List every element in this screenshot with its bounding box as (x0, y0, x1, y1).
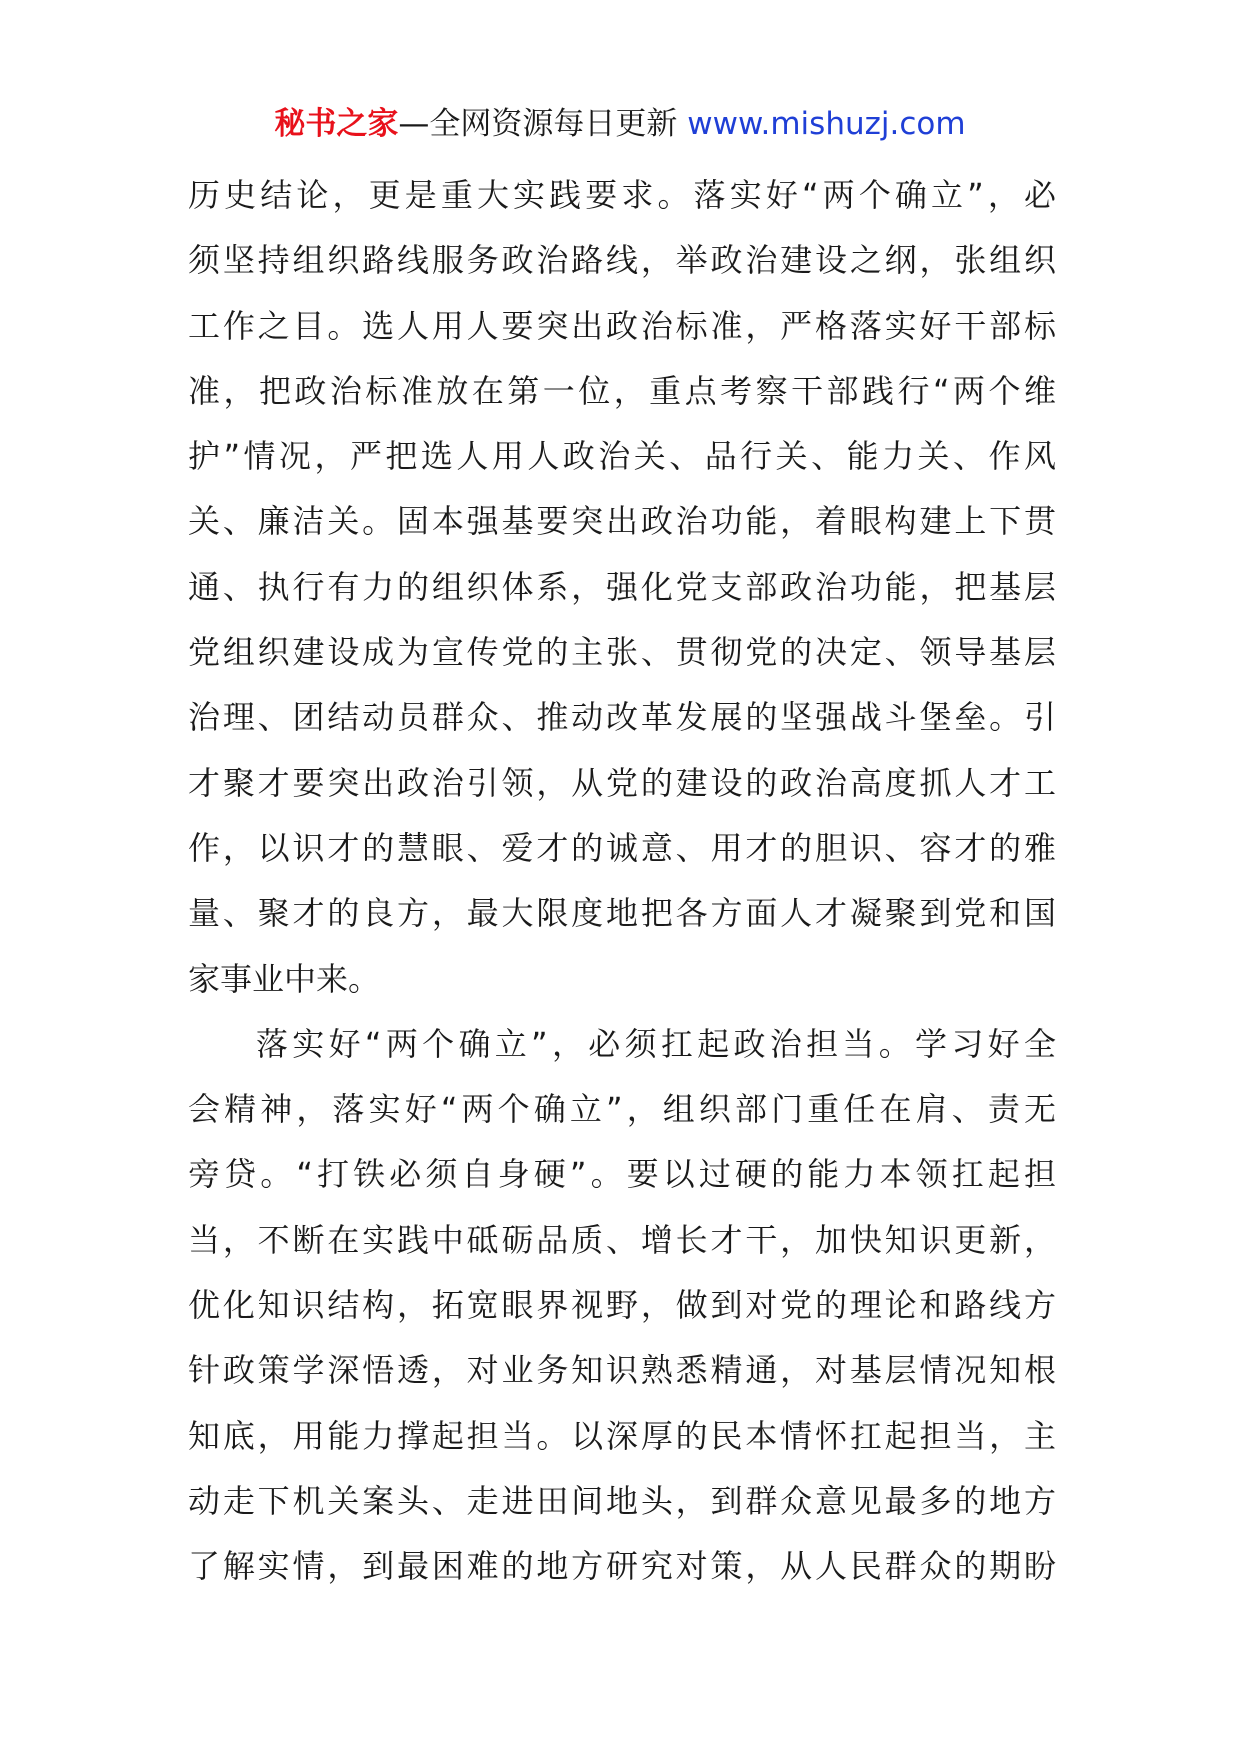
text-line: 动走下机关案头、走进田间地头，到群众意见最多的地方 (188, 1481, 1056, 1520)
text-line: 通、执行有力的组织体系，强化党支部政治功能，把基层 (188, 567, 1056, 606)
text-line: 当，不断在实践中砥砺品质、增长才干，加快知识更新， (188, 1220, 1056, 1259)
text-line: 会精神，落实好“两个确立”，组织部门重任在肩、责无 (188, 1090, 1056, 1129)
site-brand: 秘书之家 (274, 106, 399, 142)
site-tagline: —全网资源每日更新 (398, 106, 678, 142)
text-line: 护”情况，严把选人用人政治关、品行关、能力关、作风 (188, 437, 1056, 476)
site-header (0, 102, 1240, 146)
text-line: 才聚才要突出政治引领，从党的建设的政治高度抓人才工 (188, 763, 1056, 802)
text-line: 关、廉洁关。固本强基要突出政治功能，着眼构建上下贯 (188, 502, 1056, 541)
text-line: 作，以识才的慧眼、爱才的诚意、用才的胆识、容才的雅 (188, 828, 1056, 867)
text-line: 历史结论，更是重大实践要求。落实好“两个确立”，必 (188, 176, 1056, 214)
text-line: 党组织建设成为宣传党的主张、贯彻党的决定、领导基层 (188, 633, 1056, 672)
text-line: 了解实情，到最困难的地方研究对策，从人民群众的期盼 (188, 1547, 1056, 1586)
site-url[interactable]: www.mishuzj.com (687, 106, 966, 142)
text-line: 量、聚才的良方，最大限度地把各方面人才凝聚到党和国 (188, 894, 1056, 933)
document-body (188, 163, 1056, 1600)
text-line: 知底，用能力撑起担当。以深厚的民本情怀扛起担当，主 (188, 1416, 1056, 1455)
text-line: 须坚持组织路线服务政治路线，举政治建设之纲，张组织 (188, 241, 1056, 280)
text-line: 准，把政治标准放在第一位，重点考察干部践行“两个维 (188, 371, 1056, 410)
text-line-paragraph-end: 家事业中来。 (188, 959, 381, 998)
text-line-paragraph-start: 落实好“两个确立”，必须扛起政治担当。学习好全 (256, 1024, 1056, 1063)
text-line: 治理、团结动员群众、推动改革发展的坚强战斗堡垒。引 (188, 698, 1056, 737)
text-line: 工作之目。选人用人要突出政治标准，严格落实好干部标 (188, 306, 1056, 345)
text-line: 优化知识结构，拓宽眼界视野，做到对党的理论和路线方 (188, 1286, 1056, 1325)
text-line: 针政策学深悟透，对业务知识熟悉精通，对基层情况知根 (188, 1351, 1056, 1390)
text-line: 旁贷。“打铁必须自身硬”。要以过硬的能力本领扛起担 (188, 1155, 1056, 1194)
